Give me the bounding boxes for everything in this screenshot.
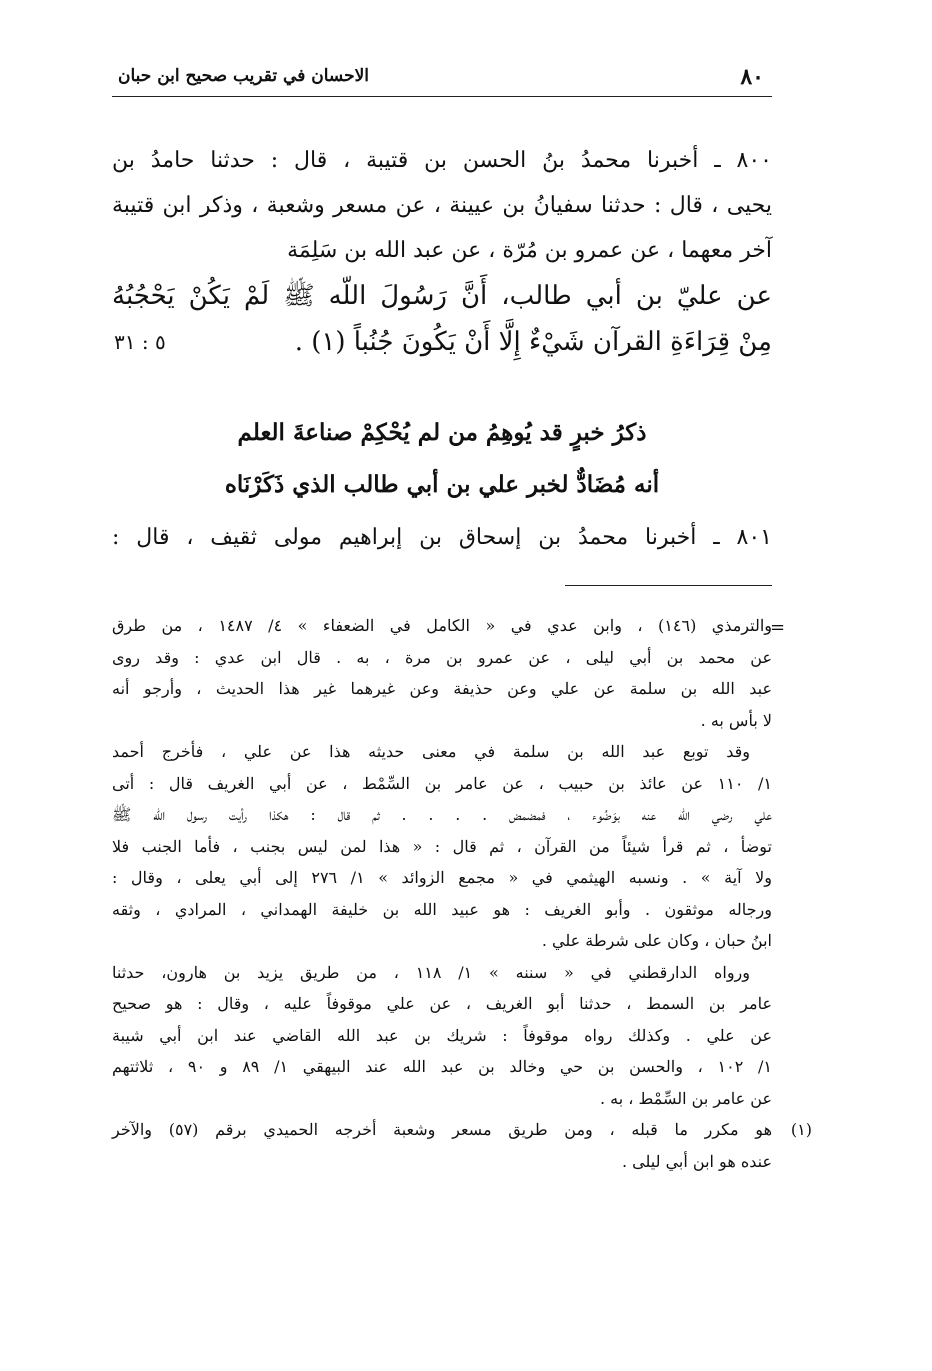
footnote-line: ورجاله موثقون . وأبو الغريف : هو عبيد الله بن خليفة الهمداني ، المرادي ، وثقه: [112, 899, 772, 919]
footnote-continuation-mark: =: [770, 617, 786, 638]
hadith-800-line: آخر معهما ، عن عمرو بن مُرّة ، عن عبد الله بن سَلِمَة: [287, 238, 772, 263]
hadith-quote-line: مِنْ قِرَاءَةِ القرآن شَيْءٌ إِلَّا أَنْ يَكُونَ جُنُباً (١) .: [294, 327, 772, 357]
footnote-line: عن محمد بن أبي ليلى ، عن عمرو بن مرة ، به . قال ابن عدي : وقد روى: [112, 647, 772, 667]
footnotes: [112, 610, 812, 1177]
footnote-line: ١/ ١١٠ عن عائذ بن حبيب ، عن عامر بن السِّمْط ، عن أبي الغريف قال : أتى: [112, 773, 773, 793]
chapter-heading: [112, 407, 772, 511]
footnote-marker: (١): [790, 1120, 812, 1139]
hadith-800-line: ٨٠٠ ـ أخبرنا محمدُ بنُ الحسن بن قتيبة ، قال : حدثنا حامدُ بن: [112, 148, 772, 173]
footnote-paragraph: [112, 736, 772, 957]
running-title: الاحسان في تقريب صحيح ابن حبان: [118, 66, 369, 86]
hadith-quote-row: [112, 319, 772, 365]
footnote-line: والترمذي (١٤٦) ، وابن عدي في « الكامل في الضعفاء » ٤/ ١٤٨٧ ، من طرق: [112, 616, 772, 635]
footnote-line: توضأ ، ثم قرأ شيئاً من القرآن ، ثم قال : « هذا لمن ليس بجنب ، فأما الجنب فلا: [112, 836, 772, 856]
footnote-line: ولا آية » . ونسبه الهيثمي في « مجمع الزوائد » ١/ ٢٧٦ إلى أبي يعلى ، وقال :: [112, 868, 772, 887]
footnote-line: عن عامر بن السِّمْط ، به .: [599, 1088, 772, 1108]
footnote-line: عبد الله بن سلمة عن علي وعن حذيفة وعن غيرهما غير هذا الحديث ، وأرجو أنه: [112, 679, 772, 698]
footnote-1: [112, 1114, 812, 1177]
footnote-line: علي رضي الله عنه بوَضُوء ، فمضمض . . . . ثم قال : هكذا رأيت رسول الله ﷺ: [112, 805, 772, 824]
hadith-801-line: ٨٠١ ـ أخبرنا محمدُ بن إسحاق بن إبراهيم مولى ثقيف ، قال :: [112, 525, 772, 550]
footnote-paragraph: [112, 610, 772, 736]
page-number: ٨٠: [740, 64, 764, 90]
main-text: [112, 138, 772, 560]
hadith-quote-line: عن عليّ بن أبي طالب، أَنَّ رَسُولَ اللّه ﷺ لَمْ يَكُنْ يَحْجُبُهُ: [112, 281, 772, 311]
footnote-line: ورواه الدارقطني في « سننه » ١/ ١١٨ ، من طريق يزيد بن هارون، حدثنا: [112, 962, 751, 982]
chapter-heading-line: ذكرُ خبرٍ قد يُوهِمُ من لم يُحْكِمْ صناعةَ العلم: [237, 419, 647, 446]
footnote-line: عن علي . وكذلك رواه موقوفاً : شريك بن عبد الله القاضي عند ابن أبي شيبة: [112, 1025, 772, 1045]
chapter-heading-line: أنه مُضَادٌّ لخبر علي بن أبي طالب الذي ذَكَرْنَاه: [224, 471, 660, 498]
footnote-line: وقد توبع عبد الله بن سلمة في معنى حديثه هذا عن علي ، فأخرج أحمد: [112, 742, 750, 761]
footnote-paragraph: [112, 957, 772, 1115]
source-reference: ٥ : ٣١: [114, 330, 166, 354]
hadith-800-line: يحيى ، قال : حدثنا سفيانُ بن عيينة ، عن مسعر وشعبة ، وذكر ابن قتيبة: [112, 193, 772, 218]
footnote-line: ابنُ حبان ، وكان على شرطة علي .: [541, 931, 772, 950]
page-header: [112, 62, 772, 97]
footnote-line: لا بأس به .: [700, 710, 772, 730]
footnote-separator: [565, 585, 772, 586]
footnote-line: عامر بن السمط ، حدثنا أبو الغريف ، عن علي موقوفاً عليه ، وقال : هو صحيح: [112, 994, 772, 1013]
footnote-line: عنده هو ابن أبي ليلى .: [621, 1151, 772, 1171]
footnote-line: ١/ ١٠٢ ، والحسن بن حي وخالد بن عبد الله عند البيهقي ١/ ٨٩ و ٩٠ ، ثلاثتهم: [112, 1057, 772, 1076]
footnote-line: هو مكرر ما قبله ، ومن طريق مسعر وشعبة أخرجه الحميدي برقم (٥٧) والآخر: [112, 1120, 773, 1139]
